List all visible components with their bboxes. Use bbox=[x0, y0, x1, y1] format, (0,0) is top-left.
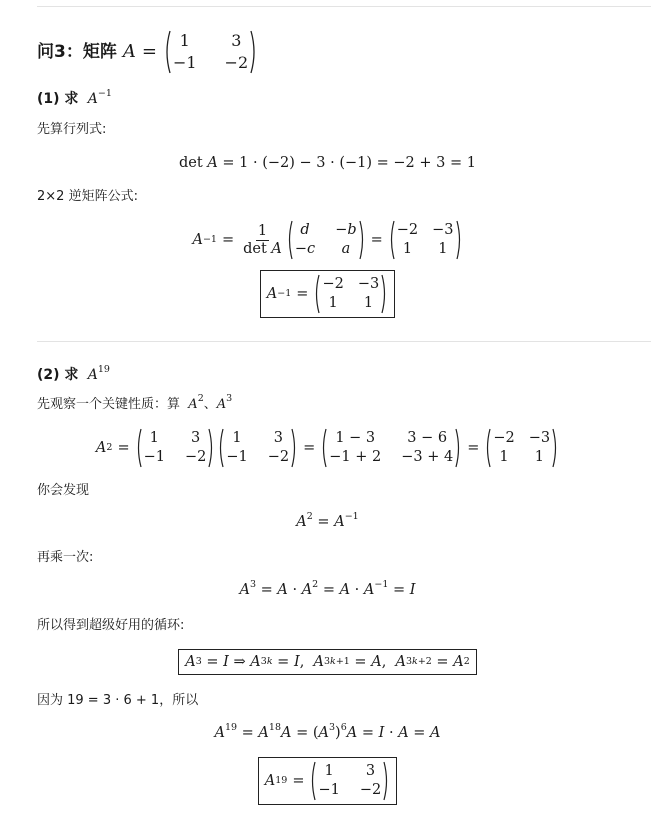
inverse-answer-matrix bbox=[313, 274, 388, 314]
title-matrix-var: A bbox=[122, 41, 136, 62]
general-12: −b bbox=[335, 222, 357, 238]
top-divider bbox=[37, 6, 651, 7]
observe-label: 先观察一个关键性质：算 $A^2$、$A^3$ bbox=[37, 393, 233, 412]
discover-label: 你会发现 bbox=[37, 483, 90, 498]
inverse-answer-box: A −1 = −2 −3 1 1 bbox=[260, 270, 395, 318]
pl-12: 3 bbox=[191, 430, 201, 446]
pl-22: −2 bbox=[184, 449, 207, 465]
part2-heading: (2) 求 $A^{19}$ bbox=[37, 364, 110, 383]
pr-22: −2 bbox=[267, 449, 290, 465]
ans-inv-21: 1 bbox=[328, 295, 338, 311]
inverse-formula: A −1 = $\frac{1}{\text{det A}}$ d −b −c a = −2 −3 1 1 bbox=[0, 219, 655, 261]
general-21: −c bbox=[294, 241, 316, 257]
ans-inv-12: −3 bbox=[357, 276, 380, 292]
product-right-matrix bbox=[217, 428, 298, 468]
matrix-a-21: −1 bbox=[172, 53, 197, 72]
fraction-numerator: 1 bbox=[257, 222, 268, 239]
matrix-a-22: −2 bbox=[224, 53, 249, 72]
discover-rhs-sup: −1 bbox=[344, 511, 359, 522]
title-equals: = bbox=[141, 41, 157, 62]
observe-sep: 、 bbox=[203, 397, 217, 412]
final-equation: $A^{19} = A^{18}A = (A^3)^6A = I \cdot A = A$ bbox=[214, 722, 441, 741]
section-divider bbox=[37, 341, 651, 342]
final-answer-matrix bbox=[309, 761, 390, 801]
general-adjugate-matrix bbox=[286, 220, 366, 260]
part1-heading-text: (1) 求 bbox=[37, 91, 79, 107]
pr-11: 1 bbox=[232, 430, 242, 446]
inverse-answer-wrap bbox=[0, 270, 655, 318]
product-left-matrix bbox=[135, 428, 216, 468]
product-expanded-matrix bbox=[320, 428, 462, 468]
observe-label-text: 先观察一个关键性质：算 bbox=[37, 397, 181, 412]
inv-11: −2 bbox=[396, 222, 419, 238]
pm-21: −1 + 2 bbox=[329, 449, 382, 465]
matrix-a-11: 1 bbox=[179, 31, 190, 50]
pr-12: 3 bbox=[273, 430, 284, 446]
question-title bbox=[37, 30, 258, 74]
because-label: 因为 19 = 3 · 6 + 1，所以 bbox=[37, 693, 199, 708]
final-11: 1 bbox=[324, 763, 334, 779]
determinant-equation: det A = 1 · (−2) − 3 · (−1) = −2 + 3 = 1 bbox=[179, 155, 476, 171]
part2-heading-text: (2) 求 bbox=[37, 367, 79, 383]
discover-lhs-sup: 2 bbox=[306, 511, 313, 522]
inv-21: 1 bbox=[402, 241, 413, 257]
res-21: 1 bbox=[499, 449, 509, 465]
inverse-result-matrix bbox=[388, 220, 463, 260]
pl-21: −1 bbox=[143, 449, 165, 465]
pm-12: 3 − 6 bbox=[407, 430, 448, 446]
res-12: −3 bbox=[528, 430, 551, 446]
inv-22: 1 bbox=[438, 241, 448, 257]
inv-12: −3 bbox=[432, 222, 454, 238]
cycle-box-wrap bbox=[0, 649, 655, 675]
part1-heading: (1) 求 $A^{-1}$ bbox=[37, 88, 112, 107]
cube-equation: $A^3 = A \cdot A^2 = A \cdot A^{-1} = I$ bbox=[239, 579, 416, 598]
pm-22: −3 + 4 bbox=[401, 449, 454, 465]
general-22: a bbox=[341, 241, 351, 257]
question-title-text: 问3：矩阵 bbox=[37, 42, 117, 62]
inverse-fraction bbox=[241, 223, 284, 258]
cycle-box: A 3 = I ⇒ A 3k = I , A 3k+1 = A , A 3k+2 = A 2 bbox=[178, 649, 476, 675]
final-answer-box: A 19 = 1 3 −1 −2 bbox=[258, 757, 397, 805]
again-label: 再乘一次: bbox=[37, 550, 94, 565]
part2-heading-sup: 19 bbox=[97, 364, 110, 375]
cycle-label: 所以得到超级好用的循环: bbox=[37, 618, 185, 633]
final-answer-wrap bbox=[0, 757, 655, 805]
step1-label: 先算行列式: bbox=[37, 122, 107, 137]
matrix-a bbox=[163, 30, 258, 74]
square-product-equation: A 2 = 1 3 −1 −2 1 3 −1 −2 = 1 − 3 3 − 6 −1 + 2 −3 + 4 = −2 −3 1 1 bbox=[0, 427, 655, 469]
final-22: −2 bbox=[359, 782, 382, 798]
discover-equation: $A^2 = A^{-1}$ bbox=[296, 511, 359, 530]
pr-21: −1 bbox=[226, 449, 248, 465]
step2-label: 2×2 逆矩阵公式: bbox=[37, 189, 138, 204]
res-22: 1 bbox=[534, 449, 545, 465]
fraction-denominator: det A bbox=[243, 240, 282, 257]
ans-inv-11: −2 bbox=[322, 276, 344, 292]
matrix-a-12: 3 bbox=[231, 31, 242, 50]
final-12: 3 bbox=[365, 763, 376, 779]
inverse-lhs: A bbox=[192, 232, 203, 248]
product-result-matrix bbox=[484, 428, 559, 468]
pl-11: 1 bbox=[149, 430, 159, 446]
final-21: −1 bbox=[318, 782, 340, 798]
res-11: −2 bbox=[493, 430, 515, 446]
pm-11: 1 − 3 bbox=[335, 430, 376, 446]
general-11: d bbox=[300, 222, 310, 238]
ans-inv-22: 1 bbox=[363, 295, 374, 311]
